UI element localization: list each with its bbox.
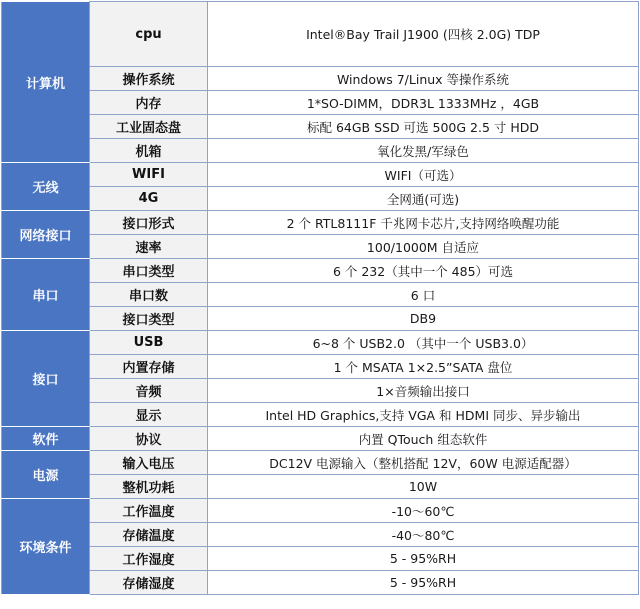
item-label-cell: 输入电压 xyxy=(90,451,208,475)
item-value-cell: 6 个 232（其中一个 485）可选 xyxy=(208,259,639,283)
category-cell: 软件 xyxy=(2,427,90,451)
item-value-cell: 2 个 RTL8111F 千兆网卡芯片,支持网络唤醒功能 xyxy=(208,211,639,235)
item-label-cell: 音频 xyxy=(90,379,208,403)
item-value-cell: 1*SO-DIMM，DDR3L 1333MHz ，4GB xyxy=(208,91,639,115)
category-cell: 环境条件 xyxy=(2,499,90,595)
item-value-cell: -10～60℃ xyxy=(208,499,639,523)
category-cell: 串口 xyxy=(2,259,90,331)
item-value-cell: 全网通(可选) xyxy=(208,187,639,211)
item-value-cell: -40～80℃ xyxy=(208,523,639,547)
item-label-cell: 机箱 xyxy=(90,139,208,163)
item-value-cell: 6~8 个 USB2.0 （其中一个 USB3.0） xyxy=(208,331,639,355)
spec-row xyxy=(2,523,639,547)
category-cell: 接口 xyxy=(2,331,90,427)
spec-row xyxy=(2,115,639,139)
spec-row xyxy=(2,259,639,283)
spec-row xyxy=(2,427,639,451)
item-label-cell: 存储湿度 xyxy=(90,571,208,595)
item-value-cell: 内置 QTouch 组态软件 xyxy=(208,427,639,451)
item-value-cell: WIFI（可选） xyxy=(208,163,639,187)
spec-row xyxy=(2,499,639,523)
item-value-cell: Intel HD Graphics,支持 VGA 和 HDMI 同步、异步输出 xyxy=(208,403,639,427)
spec-row xyxy=(2,163,639,187)
spec-row xyxy=(2,235,639,259)
item-label-cell: 工作湿度 xyxy=(90,547,208,571)
item-label-cell: 存储温度 xyxy=(90,523,208,547)
spec-row xyxy=(2,283,639,307)
category-cell: 计算机 xyxy=(2,2,90,163)
spec-table-body xyxy=(2,2,639,595)
item-value-cell: 氧化发黑/军绿色 xyxy=(208,139,639,163)
spec-row xyxy=(2,355,639,379)
category-cell: 电源 xyxy=(2,451,90,499)
item-label-cell: 协议 xyxy=(90,427,208,451)
spec-row xyxy=(2,475,639,499)
category-cell: 网络接口 xyxy=(2,211,90,259)
spec-row xyxy=(2,307,639,331)
spec-row xyxy=(2,67,639,91)
item-value-cell: 6 口 xyxy=(208,283,639,307)
spec-row xyxy=(2,451,639,475)
item-value-cell: DB9 xyxy=(208,307,639,331)
spec-row xyxy=(2,547,639,571)
item-label-cell: 4G xyxy=(90,187,208,211)
item-label-cell: 工业固态盘 xyxy=(90,115,208,139)
item-label-cell: 串口类型 xyxy=(90,259,208,283)
item-value-cell: Intel®Bay Trail J1900 (四核 2.0G) TDP xyxy=(208,2,639,67)
item-label-cell: WIFI xyxy=(90,163,208,187)
item-label-cell: 速率 xyxy=(90,235,208,259)
spec-row xyxy=(2,2,639,67)
item-value-cell: DC12V 电源输入（整机搭配 12V，60W 电源适配器） xyxy=(208,451,639,475)
item-value-cell: 1 个 MSATA 1×2.5”SATA 盘位 xyxy=(208,355,639,379)
item-value-cell: Windows 7/Linux 等操作系统 xyxy=(208,67,639,91)
item-value-cell: 100/1000M 自适应 xyxy=(208,235,639,259)
item-label-cell: 串口数 xyxy=(90,283,208,307)
item-label-cell: 接口类型 xyxy=(90,307,208,331)
item-label-cell: 内存 xyxy=(90,91,208,115)
spec-row xyxy=(2,91,639,115)
spec-row xyxy=(2,187,639,211)
item-label-cell: 接口形式 xyxy=(90,211,208,235)
spec-row xyxy=(2,379,639,403)
item-label-cell: USB xyxy=(90,331,208,355)
category-cell: 无线 xyxy=(2,163,90,211)
item-label-cell: 工作温度 xyxy=(90,499,208,523)
item-label-cell: 整机功耗 xyxy=(90,475,208,499)
item-value-cell: 10W xyxy=(208,475,639,499)
spec-table xyxy=(1,1,639,595)
item-value-cell: 1×音频输出接口 xyxy=(208,379,639,403)
spec-row xyxy=(2,571,639,595)
item-label-cell: 操作系统 xyxy=(90,67,208,91)
spec-row xyxy=(2,331,639,355)
item-label-cell: 内置存储 xyxy=(90,355,208,379)
item-value-cell: 5 - 95%RH xyxy=(208,571,639,595)
spec-row xyxy=(2,211,639,235)
item-value-cell: 5 - 95%RH xyxy=(208,547,639,571)
item-label-cell: cpu xyxy=(90,2,208,67)
item-label-cell: 显示 xyxy=(90,403,208,427)
spec-row xyxy=(2,403,639,427)
item-value-cell: 标配 64GB SSD 可选 500G 2.5 寸 HDD xyxy=(208,115,639,139)
spec-row xyxy=(2,139,639,163)
